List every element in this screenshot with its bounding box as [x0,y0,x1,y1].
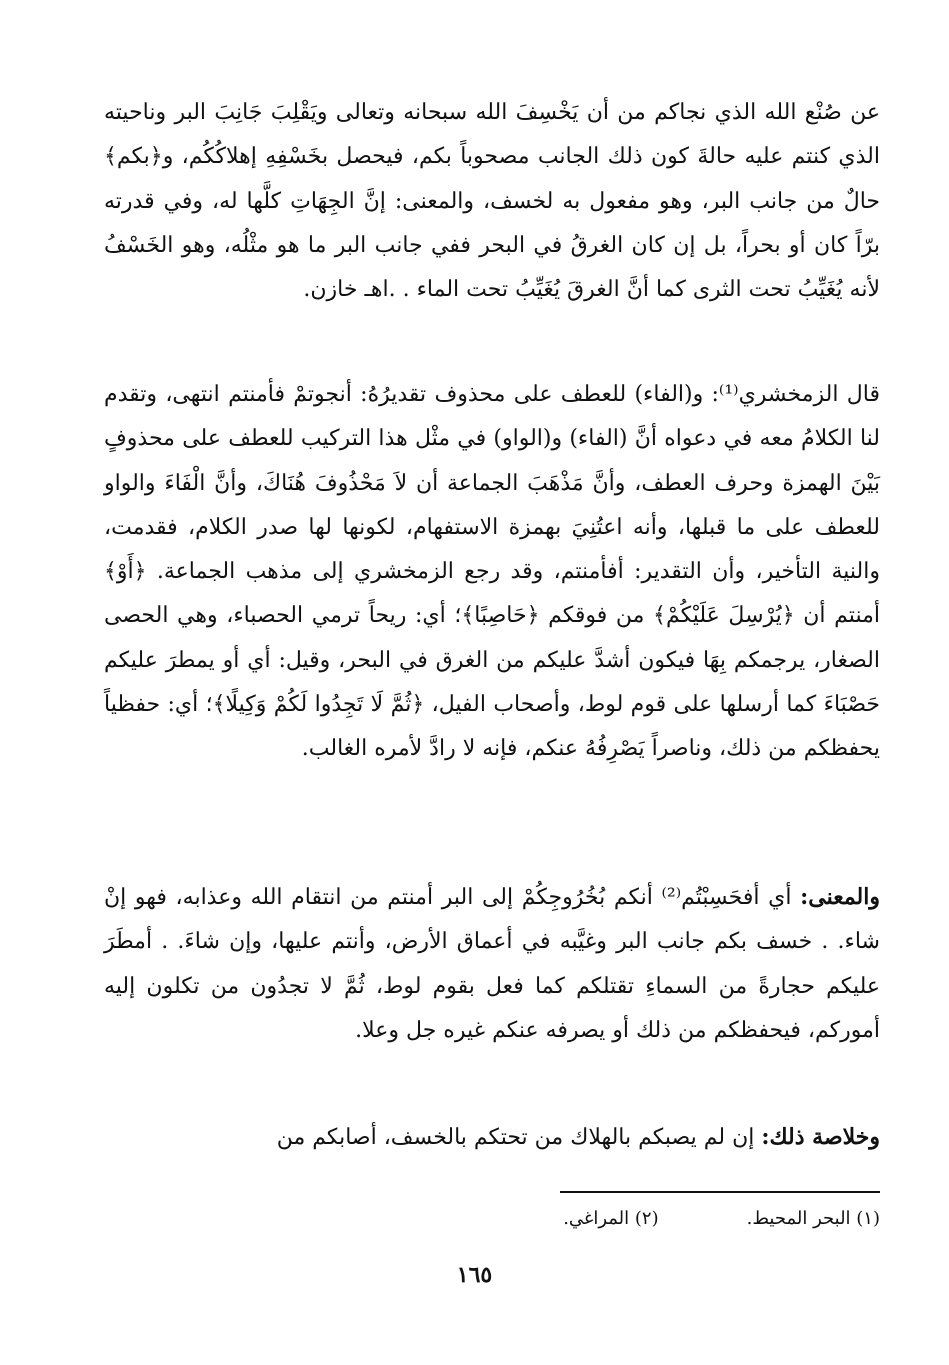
page-number: ١٦٥ [456,1262,493,1288]
footnotes [563,1205,880,1233]
paragraph-4-text: إن لم يصبكم بالهلاك من تحتكم بالخسف، أصابكم من [276,1125,762,1150]
paragraph-1 [104,90,880,312]
paragraph-3-lead: والمعنى: [800,884,880,910]
paragraph-3 [104,875,880,1053]
paragraph-2 [104,372,880,772]
footnote-1: (١) البحر المحيط. [746,1208,880,1229]
paragraph-2-text: قال الزمخشري⁽¹⁾: و(الفاء) للعطف على محذوف تقديرُهُ: أنجوتمْ فأمنتم انتهى، وتقدم لنا الكلامُ معه في دعواه أنَّ (الفاء) و(الواو) في مثْل هذا التركيب للعطف على محذوفٍ بَيْنَ الهمزة وحرف العطف، وأنَّ مَذْهَبَ الجماعة أن لاَ مَحْذُوفَ هُنَاكَ، وأنَّ الْفَاءَ والواو للعطف على ما قبلها، وأنه اعتُنِيَ بهمزة الاستفهام، لكونها لها صدر الكلام، فقدمت، والنية التأخير، وأن التقدير: أفأمنتم، وقد رجع الزمخشري إلى مذهب الجماعة. ﴿أَوْ﴾ أمنتم أن ﴿يُرْسِلَ عَلَيْكُمْ﴾ من فوقكم ﴿حَاصِبًا﴾؛ أي: ريحاً ترمي الحصباء، وهي الحصى الصغار، يرجمكم بِهَا فيكون أشدَّ عليكم من الغرق في البحر، وقيل: أي أو يمطرَ عليكم حَصْبَاءَ كما أرسلها على قوم لوط، وأصحاب الفيل، ﴿ثُمَّ لَا تَجِدُوا لَكُمْ وَكِيلًا﴾؛ أي: حفظياً يحفظكم من ذلك، وناصراً يَصْرِفُهُ عنكم، فإنه لا رادَّ لأمره الغالب. [104,382,881,762]
footnote-2: (٢) المراغي. [563,1208,659,1229]
footnote-divider [560,1191,880,1193]
paragraph-3-text: أي أفحَسِبْتُم⁽²⁾ أنكم بُخُرُوجِكُمْ إلى البر أمنتم من انتقام الله وعذابه، فهو إنْ شاء. . خسف بكم جانب البر وغيَّبه في أعماق الأرض، وأنتم عليها، وإن شاءَ. . أمطَرَ عليكم حجارةً من السماءِ تقتلكم كما فعل بقوم لوط، ثُمَّ لا تجدُون من تكلون إليه أموركم، فيحفظكم من ذلك أو يصرفه عنكم غيره جل وعلا. [104,885,880,1043]
paragraph-4 [104,1115,880,1160]
paragraph-1-text: عن صُنْع الله الذي نجاكم من أن يَخْسِفَ الله سبحانه وتعالى ويَقْلِبَ جَانِبَ البر وناحيته الذي كنتم عليه حالةَ كون ذلك الجانب مصحوباً بكم، فيحصل بخَسْفِهِ إهلاكُكُم، و﴿بكم﴾ حالٌ من جانب البر، وهو مفعول به لخسف، والمعنى: إنَّ الجِهَاتِ كلَّها له، وفي قدرته برّاً كان أو بحراً، بل إن كان الغرقُ في البحر ففي جانب البر ما هو مثْلُه، وهو الخَسْفُ لأنه يُغَيِّبُ تحت الثرى كما أنَّ الغرقَ يُغَيِّبُ تحت الماء . .اهـ خازن. [104,100,880,303]
paragraph-4-lead: وخلاصة ذلك: [761,1124,880,1150]
